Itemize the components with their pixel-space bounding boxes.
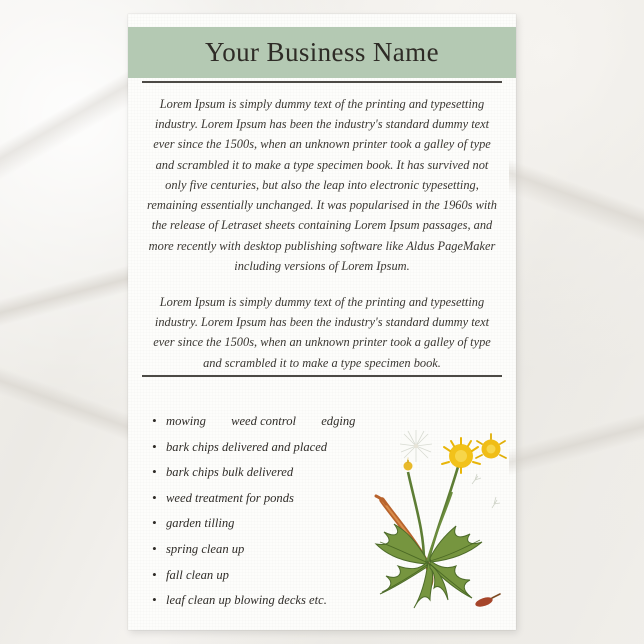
body-paragraph-1: Lorem Ipsum is simply dummy text of the printing and typesetting industry. Lorem Ipsum has been the industry's standard dummy text ever since the 1500s, when an unknown printer took a galley of type and scrambled it to make a type specimen book. It has survived not only five centuries, but also the leap into electronic typesetting, remaining essentially unchanged. It was popularised in the 1960s with the release of Letraset sheets containing Lorem Ipsum passages, and more recently with desktop publishing software like Aldus PageMaker including versions of Lorem Ipsum. (147, 97, 497, 273)
divider-bottom (142, 375, 502, 377)
divider-top (142, 81, 502, 83)
list-item: • spring clean up (152, 542, 382, 557)
services-list (152, 414, 382, 619)
list-item: • leaf clean up blowing decks etc. (152, 593, 382, 608)
list-item: • mowing weed control edging (152, 414, 382, 429)
header-band (128, 27, 516, 78)
list-item: • weed treatment for ponds (152, 491, 382, 506)
dandelion-illustration (364, 412, 514, 612)
list-item: • bark chips delivered and placed (152, 440, 382, 455)
body-copy (146, 94, 498, 373)
body-paragraph-2: Lorem Ipsum is simply dummy text of the printing and typesetting industry. Lorem Ipsum has been the industry's standard dummy text ever since the 1500s, when an unknown printer took a galley of type and scrambled it to make a type specimen book. (153, 294, 491, 370)
list-item: • bark chips bulk delivered (152, 465, 382, 480)
flyer-card (128, 14, 516, 630)
business-name-title: Your Business Name (205, 37, 439, 67)
list-item: • garden tilling (152, 516, 382, 531)
list-item: • fall clean up (152, 568, 382, 583)
